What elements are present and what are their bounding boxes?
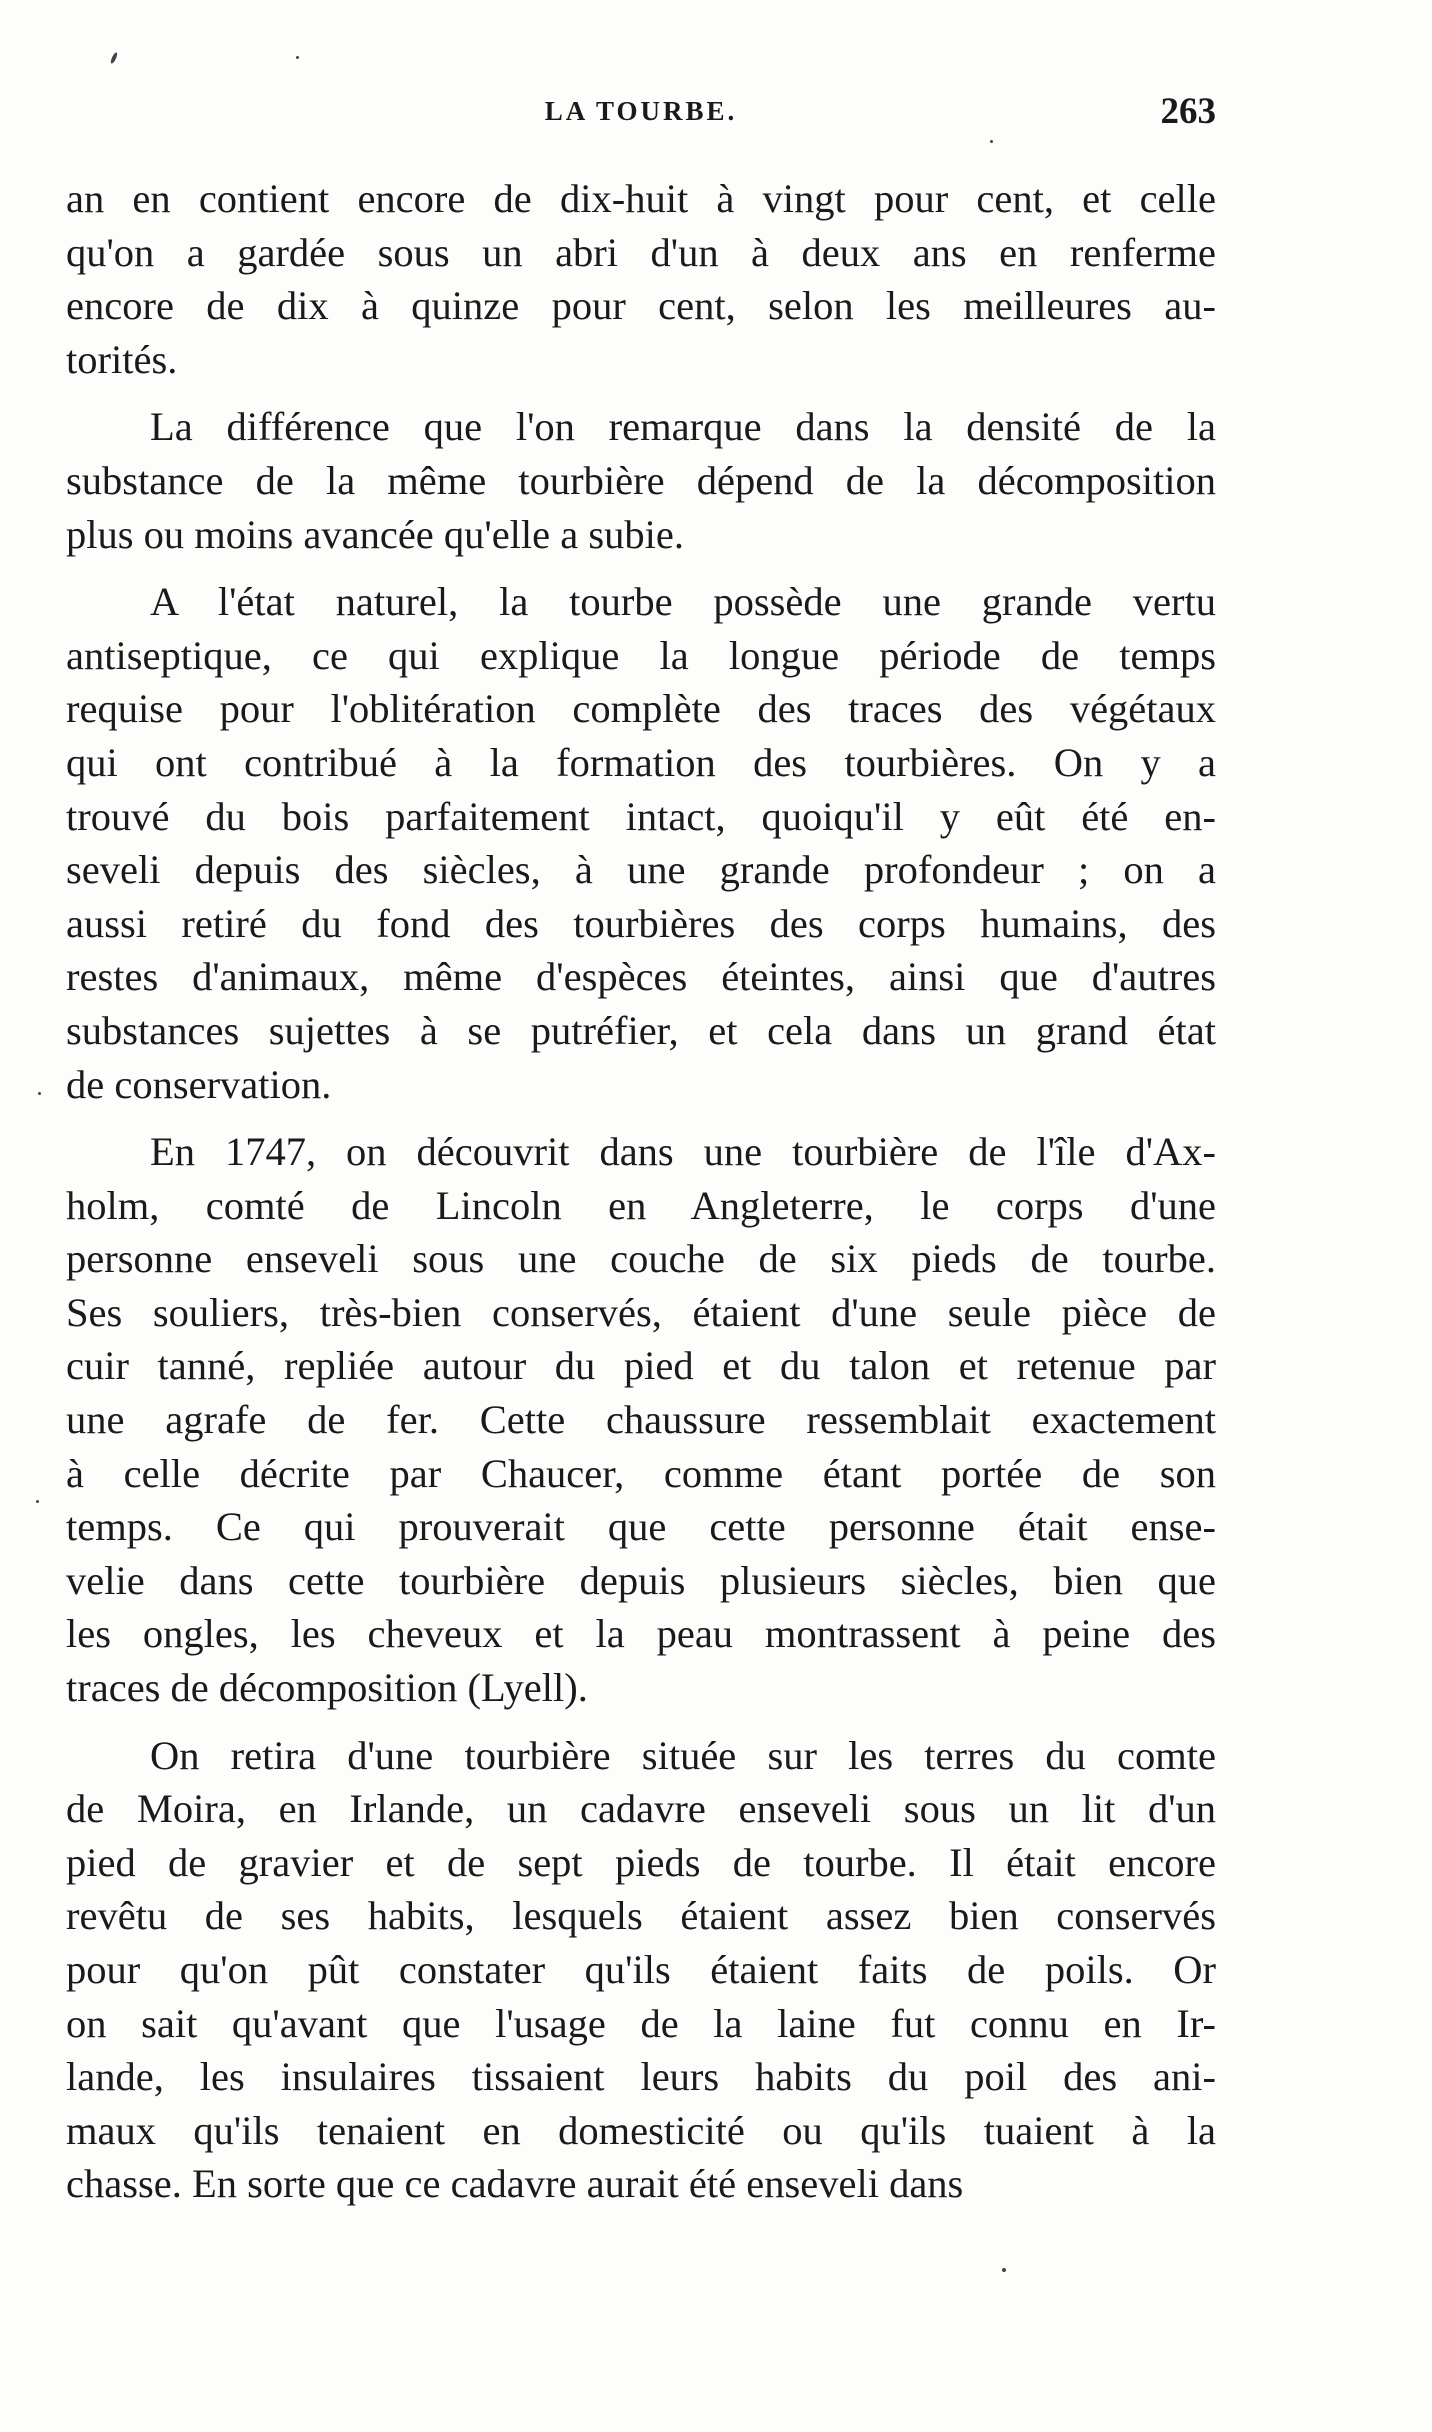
text-line: pied de gravier et de sept pieds de tourbe. Il était encore: [66, 1839, 1216, 1885]
paragraph: [66, 172, 1216, 386]
scan-speck: [990, 140, 993, 143]
text-line: torités.: [66, 336, 178, 382]
text-line: En 1747, on découvrit dans une tourbière de l'île d'Ax-: [150, 1129, 1216, 1175]
text-line: antiseptique, ce qui explique la longue période de temps: [66, 632, 1216, 678]
paragraph: [66, 1729, 1216, 2211]
text-line: personne enseveli sous une couche de six pieds de tourbe.: [66, 1236, 1216, 1282]
text-line: pour qu'on pût constater qu'ils étaient faits de poils. Or: [66, 1947, 1216, 1992]
text-line: lande, les insulaires tissaient leurs habits du poil des ani-: [66, 2054, 1216, 2100]
text-line: substances sujettes à se putréfier, et cela dans un grand état: [66, 1007, 1216, 1053]
text-line: Ses souliers, très-bien conservés, étaient d'une seule pièce de: [66, 1289, 1216, 1335]
text-line: de Moira, en Irlande, un cadavre enseveli sous un lit d'un: [66, 1786, 1216, 1832]
text-line: revêtu de ses habits, lesquels étaient assez bien conservés: [66, 1893, 1216, 1939]
text-line: on sait qu'avant que l'usage de la laine fut connu en Ir-: [66, 2000, 1216, 2046]
page-number: 263: [1160, 91, 1216, 132]
running-title: LA TOURBE.: [544, 96, 738, 126]
paragraph: [66, 1125, 1216, 1715]
scan-speck: [1002, 2268, 1006, 2272]
text-line: A l'état naturel, la tourbe possède une grande vertu: [150, 579, 1216, 625]
text-line: chasse. En sorte que ce cadavre aurait été enseveli dans: [66, 2161, 964, 2207]
text-line: an en contient encore de dix-huit à vingt pour cent, et celle: [66, 176, 1216, 221]
text-line: de conservation.: [66, 1061, 332, 1107]
running-head: [66, 91, 1216, 146]
text-line: On retira d'une tourbière située sur les terres du comte: [150, 1732, 1216, 1778]
text-line: La différence que l'on remarque dans la densité de la: [150, 404, 1216, 450]
text-line: temps. Ce qui prouverait que cette personne était ense-: [66, 1504, 1216, 1550]
text-line: maux qu'ils tenaient en domesticité ou qu'ils tuaient à la: [66, 2107, 1216, 2153]
text-line: velie dans cette tourbière depuis plusieurs siècles, bien que: [66, 1557, 1216, 1603]
text-line: restes d'animaux, même d'espèces éteintes, ainsi que d'autres: [66, 954, 1216, 1000]
paragraph: [66, 575, 1216, 1111]
text-line: plus ou moins avancée qu'elle a subie.: [66, 511, 685, 557]
text-line: substance de la même tourbière dépend de la décomposition: [66, 457, 1216, 503]
text-line: qui ont contribué à la formation des tourbières. On y a: [66, 739, 1216, 785]
text-line: cuir tanné, repliée autour du pied et du talon et retenue par: [66, 1343, 1216, 1389]
scan-speck: [36, 1500, 39, 1503]
text-line: à celle décrite par Chaucer, comme étant portée de son: [66, 1450, 1216, 1496]
body-text: [66, 172, 1216, 2225]
paragraph: [66, 400, 1216, 561]
text-line: seveli depuis des siècles, à une grande profondeur ; on a: [66, 847, 1216, 893]
scan-speck: [38, 1092, 41, 1095]
scan-speck: [110, 52, 119, 65]
text-line: traces de décomposition (Lyell).: [66, 1665, 588, 1711]
text-line: trouvé du bois parfaitement intact, quoiqu'il y eût été en-: [66, 793, 1216, 839]
text-line: aussi retiré du fond des tourbières des corps humains, des: [66, 900, 1216, 946]
text-line: les ongles, les cheveux et la peau montrassent à peine des: [66, 1611, 1216, 1657]
text-line: qu'on a gardée sous un abri d'un à deux ans en renferme: [66, 229, 1216, 275]
scan-speck: [296, 56, 299, 59]
text-line: holm, comté de Lincoln en Angleterre, le corps d'une: [66, 1182, 1216, 1228]
text-line: requise pour l'oblitération complète des traces des végétaux: [66, 686, 1216, 732]
text-line: encore de dix à quinze pour cent, selon les meilleures au-: [66, 283, 1216, 329]
text-line: une agrafe de fer. Cette chaussure ressemblait exactement: [66, 1397, 1216, 1443]
